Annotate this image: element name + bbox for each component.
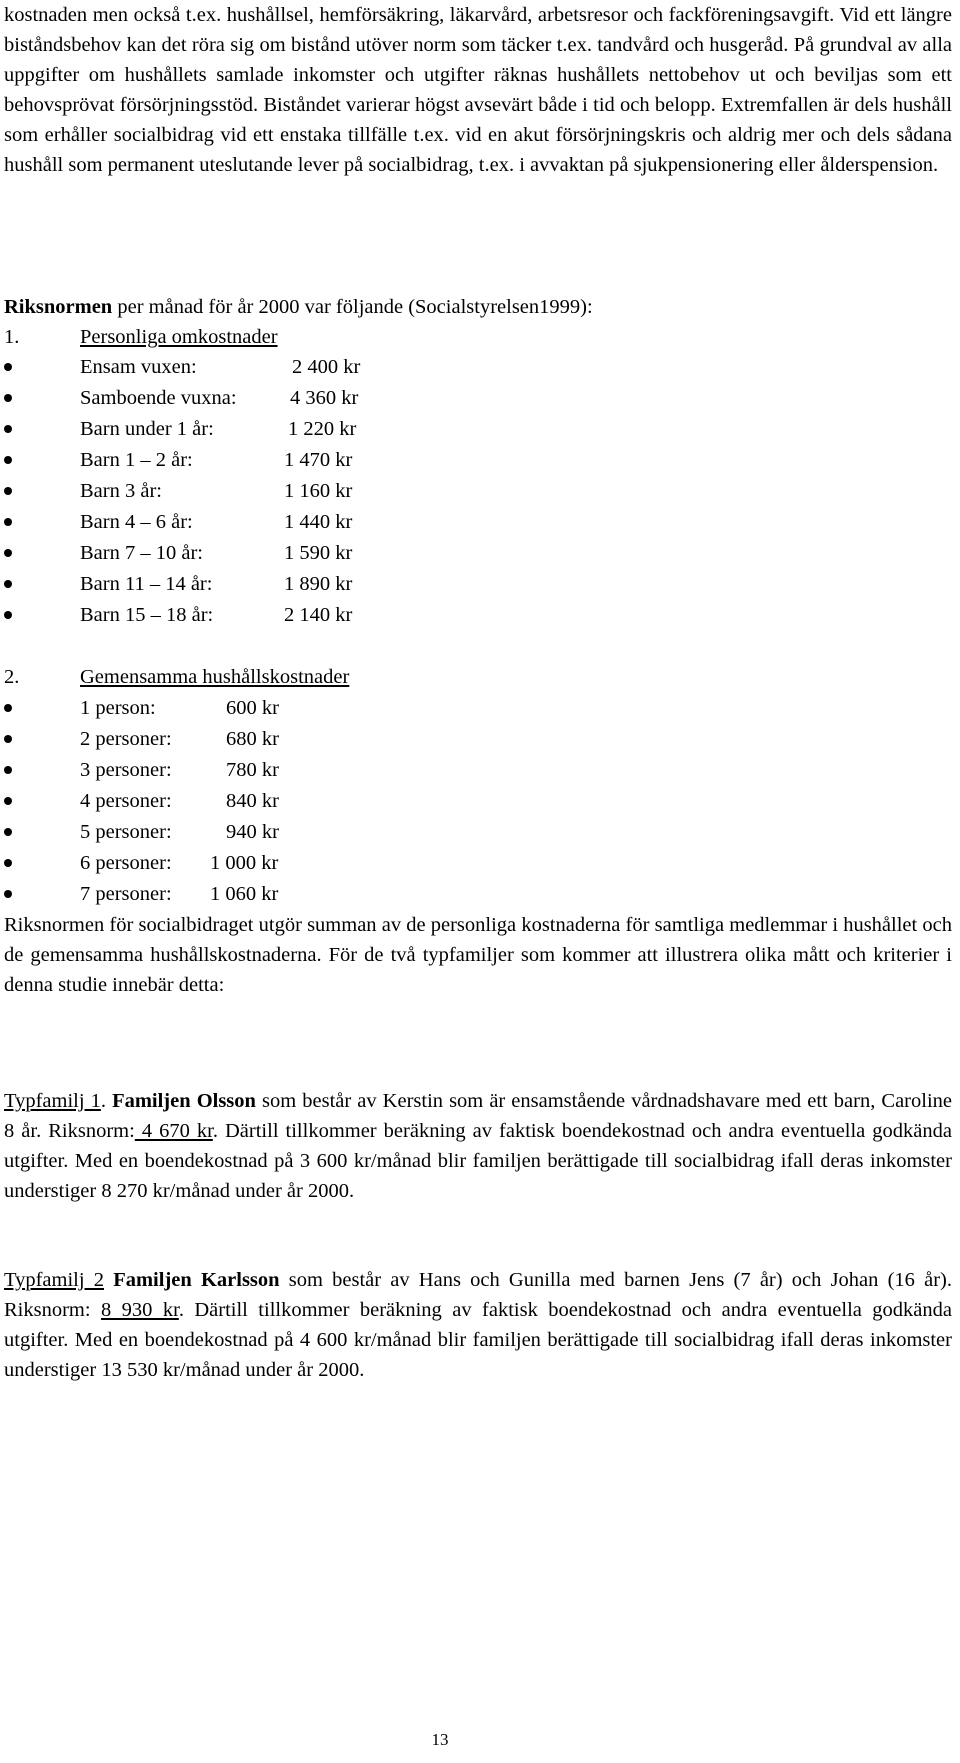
family1-dot: .: [100, 1090, 113, 1112]
item-value: 600 kr: [226, 697, 279, 719]
common-costs-title: [4, 662, 349, 692]
personal-costs-number: 1.: [4, 326, 20, 348]
item-label: Barn 1 – 2 år:: [80, 449, 193, 471]
item-value: 780 kr: [226, 759, 279, 781]
bullet-icon: [4, 425, 12, 433]
bullet-icon: [4, 611, 12, 619]
family2-dot: [104, 1269, 113, 1291]
family1-label: Typfamilj 1: [4, 1090, 101, 1112]
item-label: 4 personer:: [80, 790, 172, 812]
bullet-icon: [4, 828, 12, 836]
item-value: 1 440 kr: [284, 511, 353, 533]
family1-paragraph: [4, 1086, 952, 1206]
page-number: 13: [431, 1730, 449, 1749]
item-value: 2 140 kr: [284, 604, 353, 626]
item-value: 840 kr: [226, 790, 279, 812]
bullet-icon: [4, 394, 12, 402]
common-costs-label: Gemensamma hushållskostnader: [80, 666, 350, 688]
item-label: Samboende vuxna:: [80, 387, 237, 409]
bullet-icon: [4, 487, 12, 495]
item-label: Barn 3 år:: [80, 480, 162, 502]
common-costs-number: 2.: [4, 666, 20, 688]
family2-label: Typfamilj 2: [4, 1269, 104, 1291]
item-value: 1 220 kr: [288, 418, 357, 440]
family2-norm: 8 930 kr: [101, 1299, 179, 1321]
family1-name: Familjen Olsson: [112, 1090, 256, 1112]
item-label: 3 personer:: [80, 759, 172, 781]
family2-text-b: . Därtill tillkommer beräkning av faktisk boendekostnad och andra eventuella godkända utgifter. Med en boendekostnad på 4 600 kr/månad blir familjen berättigade till socialbidrag ifall deras inkomster understiger 13 530 kr/månad under år 2000.: [4, 1299, 952, 1381]
bullet-icon: [4, 549, 12, 557]
item-value: 1 160 kr: [284, 480, 353, 502]
bullet-icon: [4, 859, 12, 867]
bullet-icon: [4, 580, 12, 588]
item-value: 1 890 kr: [284, 573, 353, 595]
item-label: Barn 4 – 6 år:: [80, 511, 193, 533]
family2-text-a: som består av Hans och Gunilla med barnen Jens (7 år) och Johan (16 år). Riksnorm:: [4, 1269, 952, 1321]
item-value: 1 060 kr: [210, 883, 279, 905]
item-value: 940 kr: [226, 821, 279, 843]
bullet-icon: [4, 797, 12, 805]
personal-costs-label: Personliga omkostnader: [80, 326, 278, 348]
item-value: 1 000 kr: [210, 852, 279, 874]
bullet-icon: [4, 766, 12, 774]
item-value: 680 kr: [226, 728, 279, 750]
item-label: Barn 7 – 10 år:: [80, 542, 203, 564]
item-label: 5 personer:: [80, 821, 172, 843]
bullet-icon: [4, 456, 12, 464]
personal-costs-title: [4, 322, 278, 352]
family1-text-b: . Därtill tillkommer beräkning av faktisk boendekostnad och andra eventuella godkända utgifter. Med en boendekostnad på 3 600 kr/månad blir familjen berättigade till socialbidrag ifall deras inkomster understiger 8 270 kr/månad under år 2000.: [4, 1120, 953, 1202]
family1-text-a: som består av Kerstin som är ensamstående vårdnadshavare med ett barn, Caroline 8 år. Riksnorm:: [4, 1090, 952, 1142]
item-label: 7 personer:: [80, 883, 172, 905]
item-label: 1 person:: [80, 697, 156, 719]
item-label: Barn 15 – 18 år:: [80, 604, 214, 626]
bullet-icon: [4, 704, 12, 712]
item-value: 2 400 kr: [292, 356, 361, 378]
item-label: Barn 11 – 14 år:: [80, 573, 213, 595]
riksnorm-heading: [4, 292, 952, 322]
bullet-icon: [4, 890, 12, 898]
bullet-icon: [4, 518, 12, 526]
bullet-icon: [4, 363, 12, 371]
riksnorm-heading-bold: Riksnormen: [4, 296, 113, 318]
item-value: 1 590 kr: [284, 542, 353, 564]
item-value: 4 360 kr: [290, 387, 359, 409]
item-label: 2 personer:: [80, 728, 172, 750]
item-label: 6 personer:: [80, 852, 172, 874]
intro-paragraph: kostnaden men också t.ex. hushållsel, hemförsäkring, läkarvård, arbetsresor och fackföreningsavgift. Vid ett längre biståndsbehov kan det röra sig om bistånd utöver norm som täcker t.ex. tandvård och husgeråd. På grundval av alla uppgifter om hushållets samlade inkomster och utgifter räknas hushållets nettobehov ut och beviljas som ett behovsprövat försörjningsstöd. Biståndet varierar högst avsevärt både i tid och belopp. Extremfallen är dels hushåll som erhåller socialbidrag vid ett enstaka tillfälle t.ex. vid en akut försörjningskris och aldrig mer och dels sådana hushåll som permanent uteslutande lever på socialbidrag, t.ex. i avvaktan på sjukpensionering eller ålderspension.: [4, 4, 952, 176]
family2-name: Familjen Karlsson: [113, 1269, 280, 1291]
summary-paragraph: Riksnormen för socialbidraget utgör summan av de personliga kostnaderna för samtliga medlemmar i hushållet och de gemensamma hushållskostnaderna. För de två typfamiljer som kommer att illustrera olika mått och kriterier i denna studie innebär detta:: [4, 914, 952, 996]
item-label: Ensam vuxen:: [80, 356, 197, 378]
riksnorm-heading-rest: per månad för år 2000 var följande (Socialstyrelsen1999):: [112, 296, 593, 318]
item-value: 1 470 kr: [284, 449, 353, 471]
family1-norm: 4 670 kr: [134, 1120, 213, 1142]
item-label: Barn under 1 år:: [80, 418, 214, 440]
bullet-icon: [4, 735, 12, 743]
family2-paragraph: [4, 1265, 952, 1385]
